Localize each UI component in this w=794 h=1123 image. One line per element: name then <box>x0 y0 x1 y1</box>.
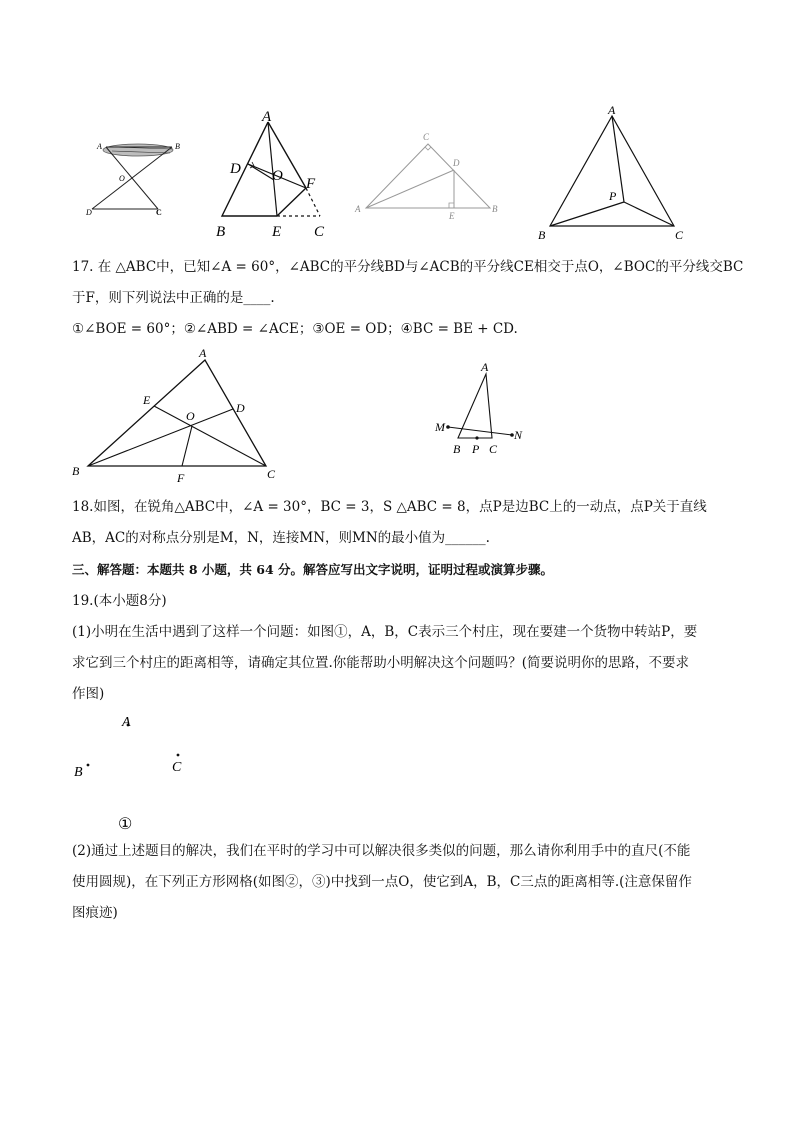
village-c-dot <box>177 754 180 757</box>
q18fig-label-a: A <box>481 360 489 374</box>
q18-line1: 18.如图，在锐角△ABC中，∠A = 30°，BC = 3，S △ABC = 8，点P是边BC上的一动点，点P关于直线 <box>72 499 707 515</box>
figure-q18-triangle <box>430 356 540 460</box>
fig2-label-f: F <box>306 176 316 192</box>
q19-part1-line2: 求它到三个村庄的距离相等，请确定其位置.你能帮助小明解决这个问题吗？(简要说明你的思路，不要求 <box>72 655 690 671</box>
fig4-label-a: A <box>608 103 616 117</box>
q17fig-label-c: C <box>267 467 276 481</box>
q19-title: 19.(本小题8分) <box>72 593 167 609</box>
figure-q19-villages <box>68 705 198 835</box>
q17fig-label-b: B <box>72 464 80 478</box>
q19fig-label-c: C <box>172 760 182 775</box>
fig2-label-o: O <box>272 168 283 184</box>
q18fig-label-c: C <box>489 442 498 456</box>
figure-triangle-dof <box>212 108 342 243</box>
figure-q17-triangle <box>68 342 288 487</box>
fig1-label-c: C <box>156 208 162 217</box>
q17fig-label-d: D <box>236 401 245 415</box>
q19-part2-line2: 使用圆规)，在下列正方形网格(如图②，③)中找到一点O，使它到A，B，C三点的距离相等.(注意保留作 <box>72 874 692 890</box>
fig1-label-a: A <box>97 142 102 151</box>
fig3-label-b: B <box>492 204 498 214</box>
q18fig-label-p: P <box>472 442 480 456</box>
q19-part1-line3: 作图) <box>72 686 105 702</box>
figure-triangle-point-p <box>532 100 692 245</box>
q17-line3: ①∠BOE = 60°；②∠ABD = ∠ACE；③OE = OD；④BC = BE + CD. <box>72 321 518 337</box>
fig3-label-e: E <box>449 211 455 221</box>
fig2-label-a: A <box>262 109 272 125</box>
fig2-label-e: E <box>272 224 282 240</box>
figure-right-triangle-gray <box>352 130 502 220</box>
section3-heading: 三、解答题：本题共 8 小题，共 64 分。解答应写出文字说明，证明过程或演算步骤。 <box>72 562 554 577</box>
q17-line2: 于F，则下列说法中正确的是____. <box>72 290 275 306</box>
q19fig-label-b: B <box>74 765 83 780</box>
q19-part1-line1: (1)小明在生活中遇到了这样一个问题：如图①，A，B，C表示三个村庄，现在要建一个货物中转站P，要 <box>72 624 698 640</box>
fig2-label-c: C <box>314 224 325 240</box>
fig4-label-c: C <box>675 228 684 242</box>
figure-river-bowtie <box>80 138 180 223</box>
q18fig-label-m: M <box>435 420 445 434</box>
fig2-label-b: B <box>216 224 226 240</box>
fig4-label-p: P <box>609 189 617 203</box>
q18-line2: AB，AC的对称点分别是M，N，连接MN，则MN的最小值为______. <box>72 530 490 546</box>
q17fig-label-o: O <box>186 409 195 423</box>
fig4-label-b: B <box>538 228 546 242</box>
fig3-label-a: A <box>355 204 361 214</box>
fig1-label-b: B <box>175 142 180 151</box>
fig2-label-d: D <box>230 161 241 177</box>
q18fig-label-b: B <box>453 442 461 456</box>
q17fig-label-a: A <box>199 346 207 360</box>
q19fig-caption: ① <box>118 816 133 833</box>
q18fig-label-n: N <box>514 428 523 442</box>
village-b-dot <box>87 764 90 767</box>
fig1-label-d: D <box>86 208 92 217</box>
fig3-label-c: C <box>423 132 430 142</box>
q17fig-label-e: E <box>143 393 151 407</box>
q19-part2-line3: 图痕迹) <box>72 905 118 921</box>
fig1-label-o: O <box>119 174 125 183</box>
q19-part2-line1: (2)通过上述题目的解决，我们在平时的学习中可以解决很多类似的问题，那么请你利用手中的直尺(不能 <box>72 843 691 859</box>
q19fig-label-a: A <box>122 715 131 730</box>
fig3-label-d: D <box>453 158 460 168</box>
q17-line1: 17. 在 △ABC中，已知∠A = 60°，∠ABC的平分线BD与∠ACB的平分线CE相交于点O，∠BOC的平分线交BC <box>72 259 744 275</box>
q17fig-label-f: F <box>177 471 185 485</box>
